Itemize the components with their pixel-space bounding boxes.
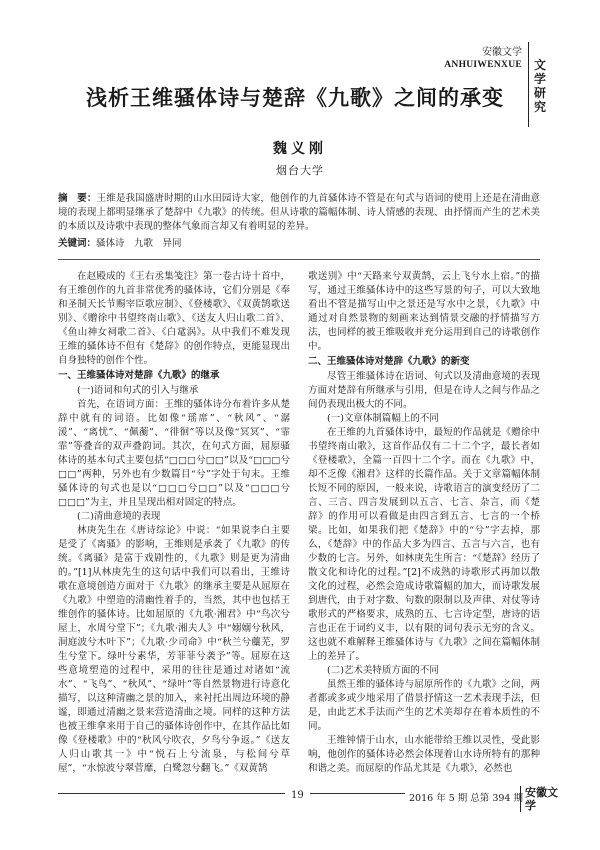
paragraph: 在王维的九首骚体诗中，最短的作品就是《赠徐中书望终南山歌》，这首作品仅有二十二个字，最长者如《登楼歌》，全篇一百四十二个字。而在《九歌》中，却不乏像《湘君》这样的长篇作品。关于文章篇幅体制长短不同的原因，一般来说，诗歌语言的演变经历了二言、三言、四言发展到以五言、七言、杂言，而《楚辞》的作用可以看做是由四言到五言、七言的一个桥梁。比如，如果我们把《楚辞》中的“兮”字去掉，那么，《楚辞》中的作品大多为四言、五言与六言，也有少数的七言。另外，如林庚先生所言：“《楚辞》经历了散文化和诗化的过程。”[2]不成熟的诗歌形式再加以散文化的过程，必然会造成诗歌篇幅的加大，而诗歌发展到唐代，由于对字数、句数的限制以及声律、对仗等诗歌形式的严格要求，成熟的五、七言诗定型，唐诗的语言也正在于词约义丰，以有限的词句表示无穷的含义。这也就不难解释王维骚体诗与《九歌》之间在篇幅体制上的差异了。 <box>308 427 540 662</box>
paragraph: 尽管王维骚体诗在语词、句式以及清曲意境的表现方面对楚辞有所继承与引用，但是在诗人之间与作品之间仍表现出极大的不同。 <box>308 371 540 410</box>
article-title: 浅析王维骚体诗与楚辞《九歌》之间的承变 <box>86 86 504 110</box>
subsection-heading: (二)艺术美特质方面的不同 <box>327 665 439 676</box>
journal-name-en: ANHUIWENXUE <box>444 60 522 70</box>
section-heading: 一、王维骚体诗对楚辞《九歌》的继承 <box>58 370 220 381</box>
paragraph: 在赵殿成的《王右丞集笺注》第一卷古诗十首中，有王维创作的九首非常优秀的骚体诗，它们分别是《奉和圣制天长节赐宰臣歌应制》、《登楼歌》、《双黄鹄歌送别》、《赠徐中书望终南山歌》、《送友人归山歌二首》、《鱼山神女祠歌二首》、《白鼋涡》。从中我们不难发现王维的骚体诗不但有《楚辞》的创作特点，更能显现出自身独特的创作个性。 <box>58 271 290 366</box>
keywords <box>58 237 540 251</box>
paragraph: 首先，在语词方面：王维的骚体诗分布着许多从楚辞中就有的词语。比如像“瑶席”、“秋风”、“潺湲”、“离忧”、“佩蘅”、“徘徊”等以及像“冥冥”、“霏霏”等叠音的双声叠韵词。其次，在句式方面，屈原骚体诗的基本句式主要包括“□□□兮□□”以及“□□□兮□□”两种，另外也有少数篇目“兮”字处于句末。王维骚体诗的句式也是以“□□□兮□□”以及“□□□兮□□□”为主，并且呈现出相对固定的特点。 <box>58 399 290 508</box>
footer-journal-tag: 安徽文学 <box>520 786 561 812</box>
abstract-label: 摘 要： <box>58 193 97 204</box>
paragraph: 林庚先生在《唐诗综论》中说：“如果说李白主要是受了《离骚》的影响，王维则是承袭了《九歌》的传统。《离骚》是富于戏剧性的，《九歌》则是更为清曲的。”[1]从林庚先生的这句话中我们可以看出，王维诗歌在意境创造方面对于《九歌》的继承主要是从屈原在《九歌》中塑造的清幽性着手的，当然，其中也包括王维创作的骚体诗。比如屈原的《九歌·湘君》中“鸟次兮屋上，水周兮堂下”；《九歌·湘夫人》中“嫋嫋兮秋风，洞庭波兮木叶下”；《九歌·少司命》中“秋兰兮蘪芜，罗生兮堂下。绿叶兮素华，芳菲菲兮袭予”等。屈原在这些意境塑造的过程中，采用的往往是通过对诸如“流水”、“飞鸟”、“秋风”、“绿叶”等自然景物进行诗意化描写，以这种清幽之景的加入，来衬托出周边环境的静谧，即通过清幽之景来营造清曲之境。同样的这种方法也被王维拿来用于自己的骚体诗创作中，在其作品比如像《登楼歌》中的“秋风兮吹衣，夕鸟兮争返。”《送友人归山歌其一》中“悦石上兮流泉，与松间兮草屋”，“水惊波兮翠菅靡，白鹭忽兮翻飞。”《双黄鹄 <box>58 525 290 774</box>
paragraph: 王维钟情于山水，山水能带给王维以灵性，受此影响，他创作的骚体诗必然会体现着山水诗所特有的那种和谐之美。而屈原的作品尤其是《九歌》，必然也 <box>308 735 540 774</box>
journal-name <box>444 46 522 72</box>
subsection-heading: (一)语词和句式的引入与继承 <box>77 385 199 396</box>
journal-name-cn: 安徽文学 <box>482 47 522 58</box>
paragraph: 虽然王维的骚体诗与屈原所作的《九歌》之间，两者都或多或少地采用了借景抒情这一艺术表现手法，但是，由此艺术手法而产生的艺术美却存在着本质性的不同。 <box>308 679 540 732</box>
body-column-right <box>308 270 540 776</box>
keywords-label: 关键词： <box>58 238 97 249</box>
abstract <box>58 192 540 234</box>
subsection-heading: (一)文章体制篇幅上的不同 <box>327 413 439 424</box>
paragraph: 歌送别》中“天路来兮双黄鹄，云上飞兮水上宿。”的描写，通过王维骚体诗中的这些写景的句子，可以大致地看出不管是描写山中之景还是写水中之景，《九歌》中通过对自然景物的刻画来达到情景交融的抒情描写方法，也同样的被王维吸收并充分运用到自己的诗歌创作中。 <box>308 271 540 352</box>
author-name: 魏义刚 <box>273 141 327 157</box>
abstract-divider <box>58 259 540 260</box>
issue-info: 2016 年 5 期 总第 394 期 <box>405 790 527 804</box>
body-column-left <box>58 270 290 776</box>
subsection-heading: (二)清曲意境的表现 <box>77 511 161 522</box>
page-number: 19 <box>285 790 310 801</box>
author-affiliation: 烟台大学 <box>276 164 324 177</box>
keywords-text: 骚体诗 九歌 异同 <box>96 238 182 249</box>
abstract-text: 王维是我国盛唐时期的山水田园诗大家，他创作的九首骚体诗不管是在句式与语词的使用上还是在清曲意境的表现上都明显继承了楚辞中《九歌》的传统。但从诗歌的篇幅体制、诗人情感的表现、由抒情而产生的艺术美的本质以及诗歌中表现的整体气象而言却又有着明显的差异。 <box>58 193 540 232</box>
section-heading: 二、王维骚体诗对楚辞《九歌》的新变 <box>308 356 470 367</box>
section-tag: 文学研究 <box>533 58 546 114</box>
